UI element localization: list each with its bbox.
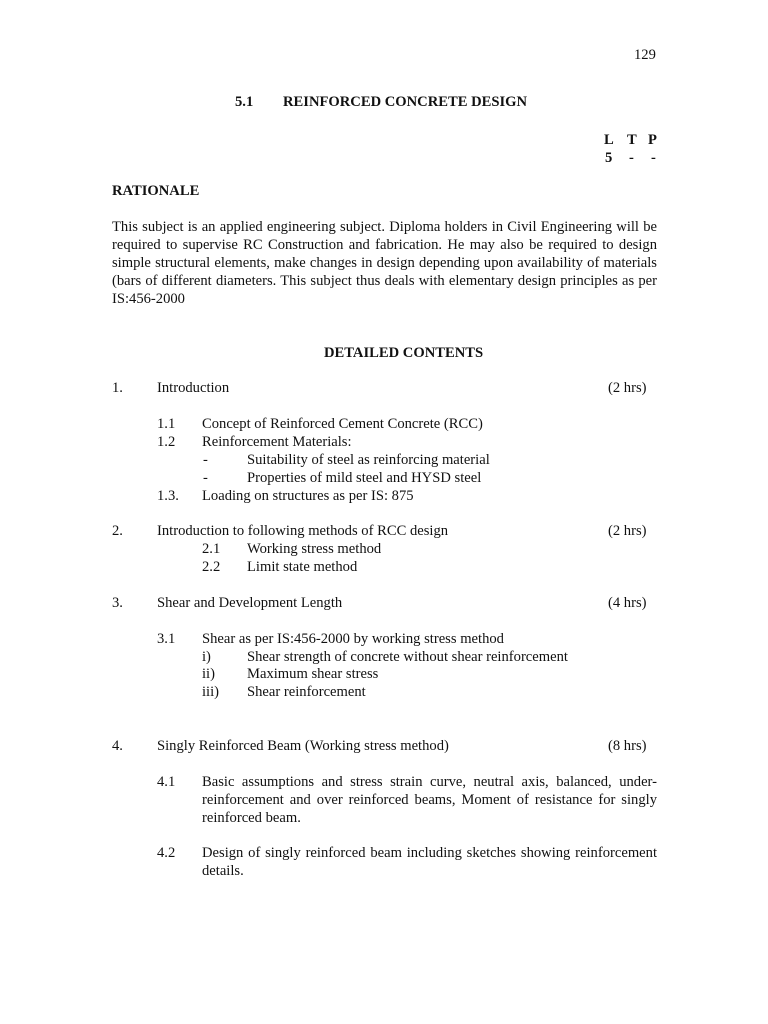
item-text: Loading on structures as per IS: 875 <box>202 488 414 504</box>
item-text: Design of singly reinforced beam including sketches showing reinforcement details. <box>202 845 657 879</box>
item-text: Working stress method <box>247 541 382 557</box>
item-number: 2.2 <box>202 559 221 575</box>
item-number: 1.3. <box>157 488 179 504</box>
section-2-hours: (2 hrs) <box>608 523 647 539</box>
sub-item-text: Maximum shear stress <box>247 666 379 682</box>
section-4-title: Singly Reinforced Beam (Working stress method) <box>157 738 449 754</box>
item-number: 1.2 <box>157 434 176 450</box>
sub-item-text: Shear strength of concrete without shear reinforcement <box>247 649 568 665</box>
section-1-hours: (2 hrs) <box>608 380 647 396</box>
item-text: Basic assumptions and stress strain curve, neutral axis, balanced, under-reinforcement and over reinforced beams, Moment of resistance for singly reinforced beam. <box>202 774 657 826</box>
item-number: 4.1 <box>157 774 176 790</box>
item-number: 1.1 <box>157 416 176 432</box>
section-3-hours: (4 hrs) <box>608 595 647 611</box>
sub-item-text: Suitability of steel as reinforcing material <box>247 452 490 468</box>
item-text: Limit state method <box>247 559 358 575</box>
item-number: 2.1 <box>202 541 221 557</box>
section-3-title: Shear and Development Length <box>157 595 343 611</box>
section-1-number: 1. <box>112 380 123 396</box>
course-number: 5.1 <box>235 94 254 110</box>
rationale-text: This subject is an applied engineering subject. Diploma holders in Civil Engineering will be required to supervise RC Construction and fabrication. He may also be required to design simple structural elements, make changes in design depending upon availability of materials (bars of different diameters. This subject thus deals with elementary design principles as per IS:456-2000 <box>112 219 657 307</box>
section-3-number: 3. <box>112 595 123 611</box>
sub-item-text: Properties of mild steel and HYSD steel <box>247 470 482 486</box>
section-4-number: 4. <box>112 738 123 754</box>
item-text: Reinforcement Materials: <box>202 434 352 450</box>
sub-item-text: Shear reinforcement <box>247 684 366 700</box>
sub-item-bullet: - <box>203 470 208 486</box>
ltp-p-header: P <box>648 132 657 148</box>
ltp-t-value: - <box>629 150 634 166</box>
sub-item-number: iii) <box>202 684 220 700</box>
contents-heading: DETAILED CONTENTS <box>324 345 484 361</box>
section-2-title: Introduction to following methods of RCC design <box>157 523 449 539</box>
sub-item-bullet: - <box>203 452 208 468</box>
ltp-l-value: 5 <box>605 150 613 166</box>
course-title: REINFORCED CONCRETE DESIGN <box>283 94 528 110</box>
page-number: 129 <box>634 47 656 63</box>
item-text: Concept of Reinforced Cement Concrete (RCC) <box>202 416 483 432</box>
ltp-p-value: - <box>651 150 656 166</box>
section-4-hours: (8 hrs) <box>608 738 647 754</box>
rationale-heading: RATIONALE <box>112 183 200 199</box>
ltp-l-header: L <box>604 132 614 148</box>
section-1-title: Introduction <box>157 380 230 396</box>
sub-item-number: ii) <box>202 666 215 682</box>
item-number: 4.2 <box>157 845 176 861</box>
item-number: 3.1 <box>157 631 176 647</box>
item-text: Shear as per IS:456-2000 by working stress method <box>202 631 504 647</box>
ltp-t-header: T <box>627 132 637 148</box>
section-2-number: 2. <box>112 523 123 539</box>
sub-item-number: i) <box>202 649 211 665</box>
